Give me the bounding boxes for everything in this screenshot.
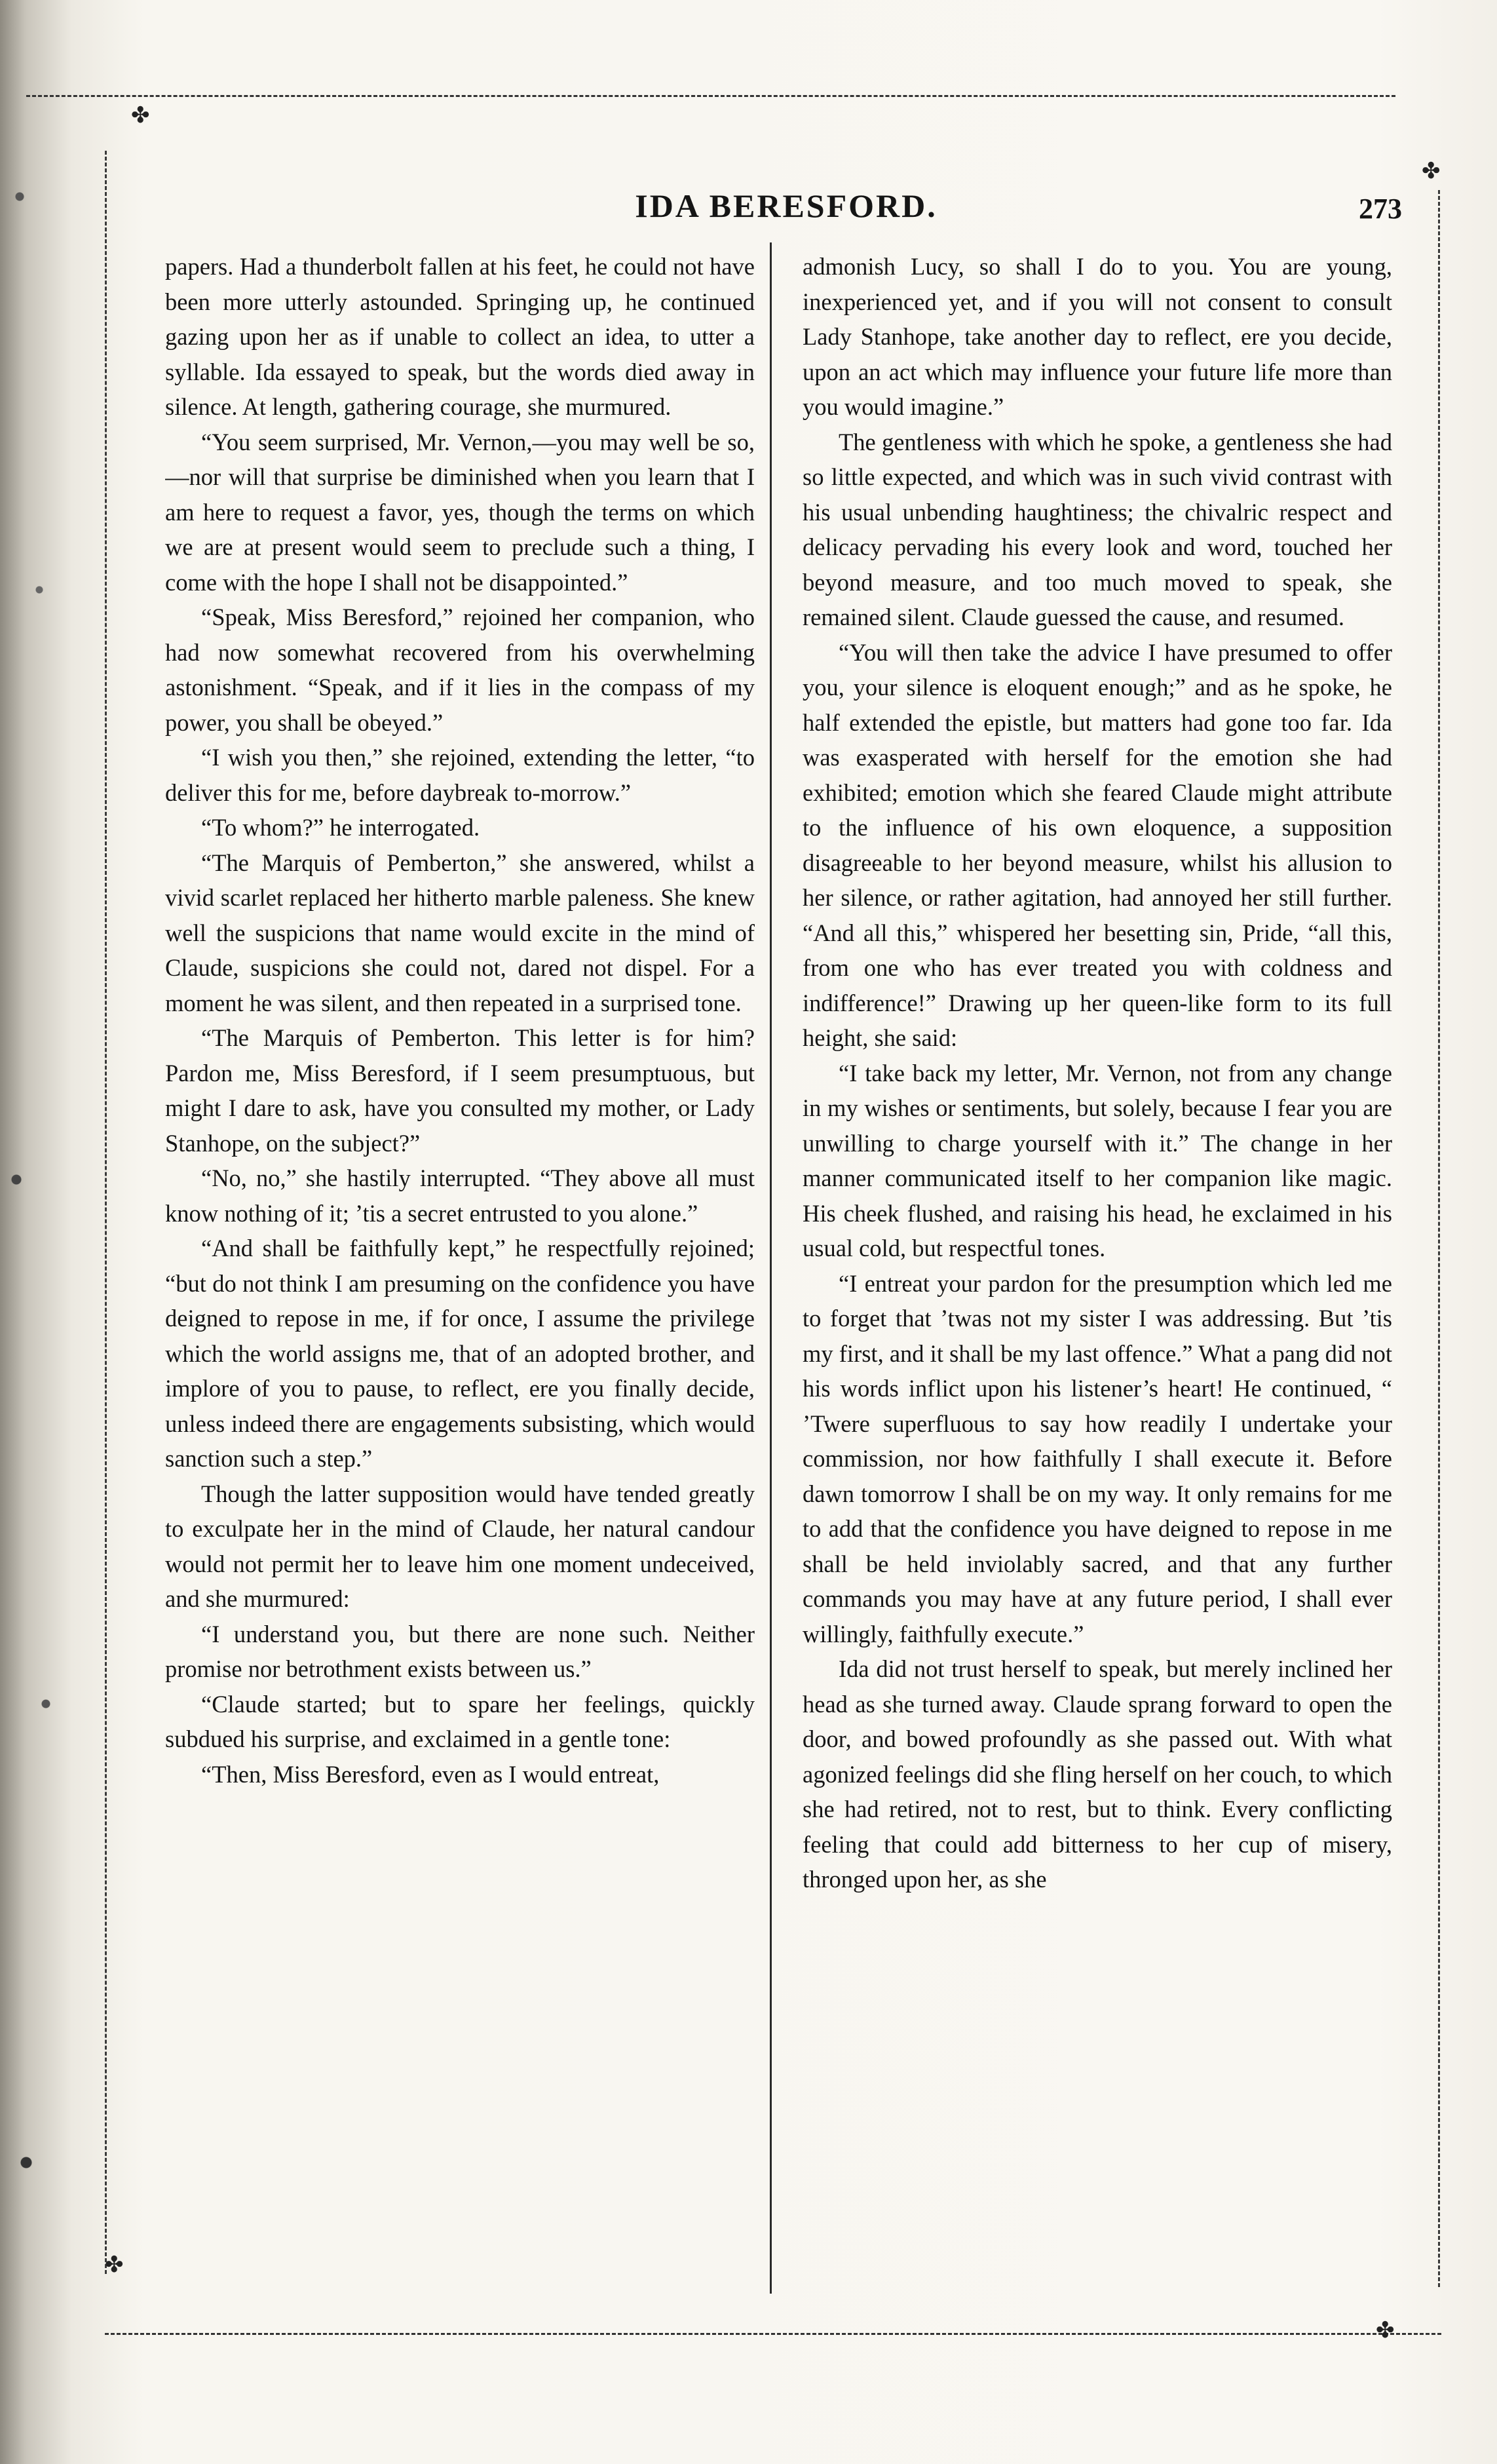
paragraph: “And shall be faithfully kept,” he respectfully rejoined; “but do not think I am presuming on the confidence you have deigned to repose in me, if for once, I assume the privilege which the world assigns me, that of an adopted brother, and implore of you to pause, to reflect, ere you finally decide, unless indeed there are engagements subsisting, which would sanction such a step.” xyxy=(165,1235,755,1472)
left-column xyxy=(165,249,755,2294)
paragraph: “To whom?” he interrogated. xyxy=(201,814,480,841)
paragraph: “I understand you, but there are none such. Neither promise nor betrothment exists between us.” xyxy=(165,1620,755,1682)
right-column xyxy=(803,249,1392,2294)
paragraph: “Speak, Miss Beresford,” rejoined her companion, who had now somewhat recovered from his overwhelming astonishment. “Speak, and if it lies in the compass of my power, you shall be obeyed.” xyxy=(165,604,755,736)
page-number: 273 xyxy=(1359,193,1402,225)
column-divider xyxy=(770,242,772,2294)
binding-shadow xyxy=(0,0,79,2464)
page-header xyxy=(131,187,1441,233)
corner-ornament-icon: ✤ xyxy=(105,2253,124,2277)
right-border-rule xyxy=(1438,190,1440,2287)
paragraph: Ida did not trust herself to speak, but merely inclined her head as she turned away. Claude sprang forward to open the door, and bowed profoundly as she passed out. With what agonized feelings did she fling herself on her couch, to which she had retired, not to rest, but to think. Every conflicting feeling that could add bitterness to her cup of misery, thronged upon her, as she xyxy=(803,1655,1392,1893)
corner-ornament-icon: ✤ xyxy=(131,104,150,128)
paragraph: admonish Lucy, so shall I do to you. You are young, inexperienced yet, and if you will not consent to consult Lady Stanhope, take another day to reflect, ere you decide, upon an act which may influence your future life more than you would imagine.” xyxy=(803,253,1392,420)
paragraph: The gentleness with which he spoke, a gentleness she had so little expected, and which was in such vivid contrast with his usual unbending haughtiness; the chivalric respect and delicacy pervading his every look and word, touched her beyond measure, and too much moved to speak, she remained silent. Claude guessed the cause, and resumed. xyxy=(803,428,1392,630)
bottom-border-rule xyxy=(105,2333,1441,2335)
paragraph: Though the latter supposition would have tended greatly to exculpate her in the mind of Claude, her natural candour would not permit her to leave him one moment undeceived, and she murmured: xyxy=(165,1480,755,1612)
paragraph: “Then, Miss Beresford, even as I would entreat, xyxy=(201,1760,660,1788)
paragraph: “No, no,” she hastily interrupted. “They above all must know nothing of it; ’tis a secret entrusted to you alone.” xyxy=(165,1165,755,1227)
paragraph: “I entreat your pardon for the presumption which led me to forget that ’twas not my sister I was addressing. But ’tis my first, and it shall be my last offence.” What a pang did not his words inflict upon his listener’s heart! He continued, “ ’Twere superfluous to say how readily I undertake your commission, nor how faithfully I shall execute it. Before dawn tomorrow I shall be on my way. It only remains for me to add that the confidence you have deigned to repose in me shall be held inviolably sacred, and that any further commands you may have at any future period, I shall ever willingly, faithfully execute.” xyxy=(803,1269,1392,1647)
paragraph: “The Marquis of Pemberton. This letter is for him? Pardon me, Miss Beresford, if I seem presumptuous, but might I dare to ask, have you consulted my mother, or Lady Stanhope, on the subject?” xyxy=(165,1024,755,1157)
paragraph: papers. Had a thunderbolt fallen at his feet, he could not have been more utterly astounded. Springing up, he continued gazing upon her as if unable to collect an idea, to utter a syllable. Ida essayed to speak, but the words died away in silence. At length, gathering courage, she murmured. xyxy=(165,253,755,420)
corner-ornament-icon: ✤ xyxy=(1422,159,1441,183)
paragraph: “Claude started; but to spare her feelings, quickly subdued his surprise, and exclaimed in a gentle tone: xyxy=(165,1690,755,1752)
left-border-rule xyxy=(105,151,107,2274)
top-border-rule xyxy=(26,95,1395,97)
paragraph: “You will then take the advice I have presumed to offer you, your silence is eloquent enough;” and as he spoke, he half extended the epistle, but matters had gone too far. Ida was exasperated with herself for the emotion she had exhibited; emotion which she feared Claude might attribute to the influence of his own eloquence, a supposition disagreeable to her beyond measure, whilst his allusion to her silence, or rather agitation, had annoyed her still further. “And all this,” whispered her besetting sin, Pride, “all this, from one who has ever treated you with coldness and indifference!” Drawing up her queen-like form to its full height, she said: xyxy=(803,638,1392,1051)
paragraph: “I wish you then,” she rejoined, extending the letter, “to deliver this for me, before daybreak to-morrow.” xyxy=(165,744,755,806)
running-title: IDA BERESFORD. xyxy=(635,187,938,224)
paragraph: “You seem surprised, Mr. Vernon,—you may well be so,—nor will that surprise be diminished when you learn that I am here to request a favor, yes, though the terms on which we are at present would seem to preclude such a thing, I come with the hope I shall not be disappointed.” xyxy=(165,428,755,596)
paragraph: “The Marquis of Pemberton,” she answered, whilst a vivid scarlet replaced her hitherto marble paleness. She knew well the suspicions that name would excite in the mind of Claude, suspicions she could not, dared not dispel. For a moment he was silent, and then repeated in a surprised tone. xyxy=(165,849,755,1016)
corner-ornament-icon: ✤ xyxy=(1376,2319,1395,2343)
paragraph: “I take back my letter, Mr. Vernon, not from any change in my wishes or sentiments, but solely, because I fear you are unwilling to charge yourself with it.” The change in her manner communicated itself to her companion like magic. His cheek flushed, and raising his head, he exclaimed in his usual cold, but respectful tones. xyxy=(803,1059,1392,1261)
